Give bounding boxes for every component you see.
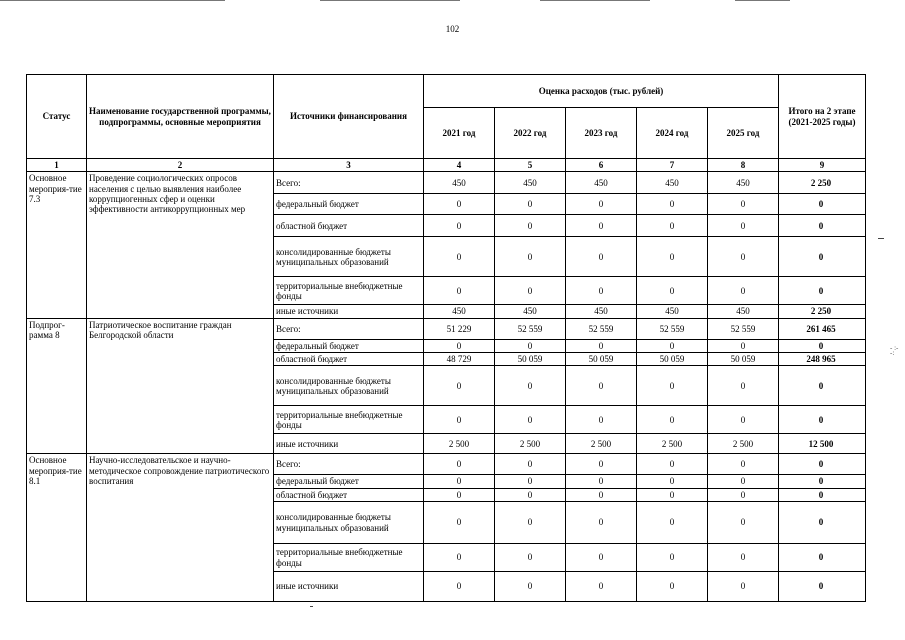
row-status: Основное мероприя-тие 7.3 [27,172,87,318]
header-year: 2023 год [566,108,637,159]
header-name: Наименование государственной программы, подпрограммы, основные мероприятия [87,75,274,159]
column-index: 2 [87,159,274,172]
year-value: 0 [495,366,566,406]
total-value: 0 [779,366,866,406]
year-value: 0 [566,454,637,475]
margin-dash [878,238,884,239]
year-value: 0 [495,475,566,488]
funding-source: областной бюджет [274,215,424,237]
table-row [27,172,866,194]
year-value: 0 [708,215,779,237]
year-value: 0 [566,277,637,305]
year-value: 0 [708,454,779,475]
year-value: 0 [708,406,779,434]
year-value: 0 [708,572,779,602]
year-value: 0 [495,572,566,602]
row-status: Основное мероприя-тие 8.1 [27,454,87,602]
year-value: 0 [495,339,566,352]
year-value: 0 [424,339,495,352]
year-value: 450 [495,305,566,318]
total-value: 12 500 [779,434,866,454]
year-value: 0 [566,215,637,237]
column-index: 6 [566,159,637,172]
funding-source: Всего: [274,318,424,339]
year-value: 0 [424,194,495,215]
scan-edge-line [320,0,460,1]
year-value: 50 059 [566,353,637,366]
year-value: 2 500 [495,434,566,454]
column-index: 1 [27,159,87,172]
funding-source: территориальные внебюджетные фонды [274,277,424,305]
year-value: 0 [637,572,708,602]
year-value: 450 [495,172,566,194]
funding-source: консолидированные бюджеты муниципальных образований [274,502,424,544]
total-value: 248 965 [779,353,866,366]
header-status: Статус [27,75,87,159]
total-value: 0 [779,488,866,501]
year-value: 0 [708,502,779,544]
year-value: 52 559 [708,318,779,339]
table-row [27,454,866,475]
total-value: 0 [779,502,866,544]
year-value: 2 500 [424,434,495,454]
header-year: 2024 год [637,108,708,159]
year-value: 0 [566,502,637,544]
year-value: 450 [708,305,779,318]
year-value: 0 [637,237,708,277]
year-value: 0 [495,237,566,277]
year-value: 450 [566,305,637,318]
year-value: 0 [637,339,708,352]
funding-source: иные источники [274,434,424,454]
total-value: 261 465 [779,318,866,339]
total-value: 0 [779,475,866,488]
year-value: 0 [708,194,779,215]
total-value: 0 [779,215,866,237]
margin-dash [310,606,313,607]
funding-source: территориальные внебюджетные фонды [274,544,424,572]
budget-table [26,74,866,602]
year-value: 450 [566,172,637,194]
funding-source: Всего: [274,454,424,475]
year-value: 0 [424,215,495,237]
year-value: 0 [637,366,708,406]
column-index: 9 [779,159,866,172]
funding-source: иные источники [274,572,424,602]
year-value: 0 [566,339,637,352]
year-value: 0 [637,194,708,215]
year-value: 0 [566,572,637,602]
year-value: 0 [424,475,495,488]
page-number: 102 [445,24,460,34]
year-value: 0 [424,366,495,406]
year-value: 0 [637,406,708,434]
year-value: 0 [637,502,708,544]
year-value: 0 [495,544,566,572]
year-value: 0 [424,277,495,305]
year-value: 0 [637,488,708,501]
total-value: 2 250 [779,172,866,194]
year-value: 52 559 [566,318,637,339]
funding-source: областной бюджет [274,353,424,366]
year-value: 2 500 [708,434,779,454]
column-index: 4 [424,159,495,172]
year-value: 0 [637,277,708,305]
budget-table-body [27,172,866,602]
year-value: 0 [424,488,495,501]
scan-edge-line [540,0,650,1]
header-year: 2025 год [708,108,779,159]
total-value: 0 [779,339,866,352]
year-value: 450 [637,172,708,194]
year-value: 0 [566,194,637,215]
year-value: 0 [566,488,637,501]
total-value: 0 [779,406,866,434]
year-value: 2 500 [566,434,637,454]
year-value: 0 [637,544,708,572]
year-value: 0 [708,544,779,572]
row-program-name: Научно-исследовательское и научно-методическое сопровождение патриотического воспитания [87,454,274,602]
year-value: 0 [424,406,495,434]
year-value: 0 [566,366,637,406]
year-value: 0 [424,572,495,602]
total-value: 0 [779,237,866,277]
year-value: 0 [708,366,779,406]
header-source: Источники финансирования [274,75,424,159]
funding-source: иные источники [274,305,424,318]
year-value: 2 500 [637,434,708,454]
total-value: 0 [779,572,866,602]
year-value: 0 [495,454,566,475]
year-value: 0 [495,502,566,544]
year-value: 0 [708,339,779,352]
year-value: 0 [637,454,708,475]
year-value: 450 [424,172,495,194]
funding-source: федеральный бюджет [274,339,424,352]
header-year: 2021 год [424,108,495,159]
year-value: 0 [495,488,566,501]
funding-source: областной бюджет [274,488,424,501]
year-value: 0 [637,215,708,237]
year-value: 0 [424,237,495,277]
total-value: 0 [779,277,866,305]
year-value: 0 [424,502,495,544]
funding-source: консолидированные бюджеты муниципальных образований [274,237,424,277]
column-index: 5 [495,159,566,172]
year-value: 0 [495,194,566,215]
year-value: 52 559 [495,318,566,339]
year-value: 0 [637,475,708,488]
header-total: Итого на 2 этапе (2021-2025 годы) [779,75,866,159]
header-estimate: Оценка расходов (тыс. рублей) [424,75,779,108]
row-program-name: Патриотическое воспитание граждан Белгородской области [87,318,274,454]
scan-edge-line [0,0,225,1]
year-value: 0 [708,488,779,501]
year-value: 51 229 [424,318,495,339]
total-value: 0 [779,544,866,572]
column-index: 7 [637,159,708,172]
year-value: 0 [495,215,566,237]
total-value: 0 [779,194,866,215]
funding-source: федеральный бюджет [274,475,424,488]
year-value: 450 [637,305,708,318]
column-index: 3 [274,159,424,172]
year-value: 0 [566,406,637,434]
year-value: 0 [708,475,779,488]
year-value: 0 [424,454,495,475]
total-value: 2 250 [779,305,866,318]
year-value: 0 [566,475,637,488]
year-value: 0 [708,277,779,305]
scan-edge-line [735,0,790,1]
table-row [27,318,866,339]
row-status: Подпрог-рамма 8 [27,318,87,454]
total-value: 0 [779,454,866,475]
year-value: 0 [495,406,566,434]
funding-source: территориальные внебюджетные фонды [274,406,424,434]
year-value: 52 559 [637,318,708,339]
year-value: 450 [708,172,779,194]
year-value: 0 [708,237,779,277]
year-value: 0 [566,544,637,572]
year-value: 0 [566,237,637,277]
year-value: 0 [424,544,495,572]
year-value: 450 [424,305,495,318]
column-index: 8 [708,159,779,172]
row-program-name: Проведение социологических опросов населения с целью выявления наиболее коррупциогенных сфер и оценки эффективности антикоррупционных мер [87,172,274,318]
margin-marks: - :- -: [890,344,899,357]
year-value: 0 [495,277,566,305]
funding-source: консолидированные бюджеты муниципальных образований [274,366,424,406]
year-value: 50 059 [495,353,566,366]
funding-source: Всего: [274,172,424,194]
year-value: 48 729 [424,353,495,366]
year-value: 50 059 [637,353,708,366]
header-year: 2022 год [495,108,566,159]
year-value: 50 059 [708,353,779,366]
funding-source: федеральный бюджет [274,194,424,215]
